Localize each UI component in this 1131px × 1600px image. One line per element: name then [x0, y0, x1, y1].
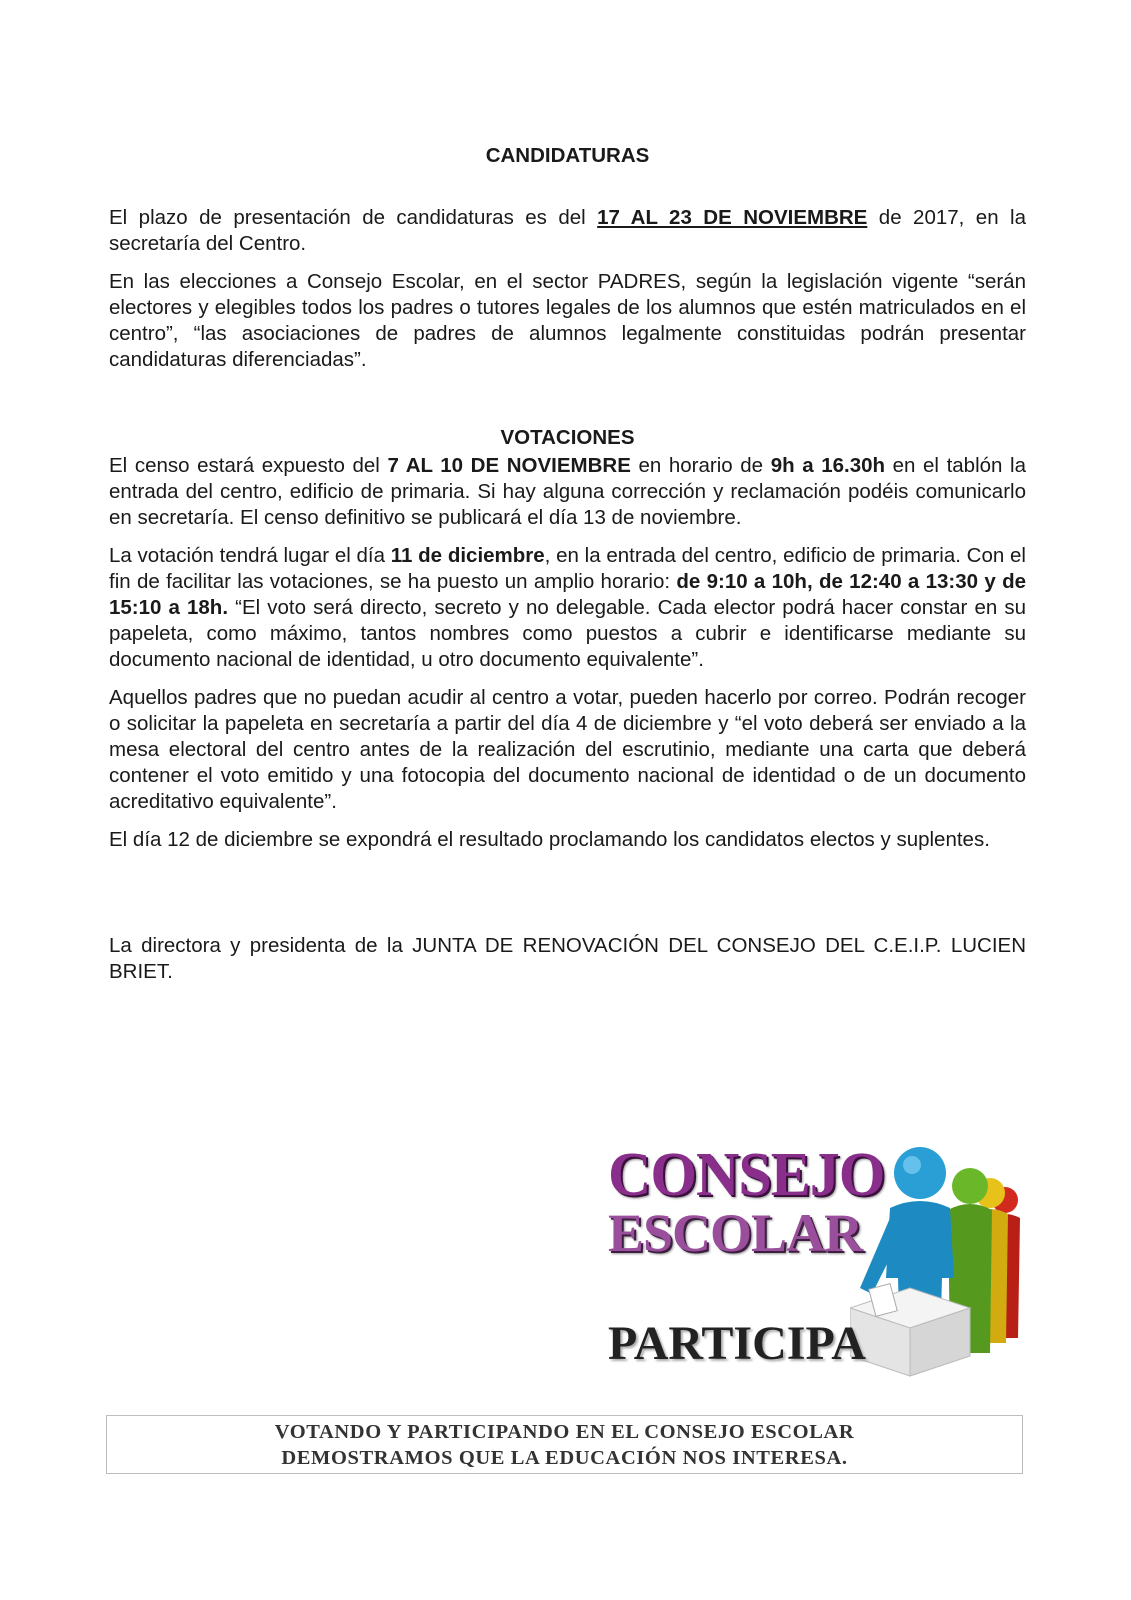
candidaturas-paragraph-1: [109, 205, 1026, 257]
candidaturas-dates: 17 AL 23 DE NOVIEMBRE: [597, 206, 868, 229]
text-span: El censo estará expuesto del: [109, 454, 388, 477]
censo-dates: 7 AL 10 DE NOVIEMBRE: [387, 454, 631, 477]
candidaturas-paragraph-2: En las elecciones a Consejo Escolar, en el sector PADRES, según la legislación vigente “serán electores y elegibles todos los padres o tutores legales de los alumnos que estén matriculados en el centro”, “las asociaciones de padres de alumnos legalmente constituidas podrán presentar candidaturas diferenciadas”.: [109, 270, 1026, 371]
text-span: El plazo de presentación de candidaturas es del: [109, 206, 598, 229]
candidaturas-heading: CANDIDATURAS: [485, 144, 650, 167]
logo-word-escolar: ESCOLAR: [608, 1203, 863, 1263]
footer-line-2: DEMOSTRAMOS QUE LA EDUCACIÓN NOS INTERESA.: [281, 1447, 848, 1469]
votaciones-paragraph-1: [109, 453, 1026, 531]
logo-word-consejo: CONSEJO: [608, 1139, 885, 1209]
votaciones-paragraph-3: Aquellos padres que no puedan acudir al centro a votar, pueden hacerlo por correo. Podrán recoger o solicitar la papeleta en secretaría a partir del día 4 de diciembre y “el voto deberá ser enviado a la mesa electoral del centro antes de la realización del escrutinio, mediante una carta que deberá contener el voto emitido y una fotocopia del documento nacional de identidad o de un documento acreditativo equivalente”.: [109, 686, 1026, 813]
text-span: en el tablón la entrada del centro, edificio de primaria. Si hay alguna corrección y reclamación podéis comunicarlo en secretaría. El censo definitivo se publicará el día 13 de noviembre.: [109, 454, 1026, 529]
text-span: La votación tendrá lugar el día: [109, 544, 391, 567]
votaciones-paragraph-4: El día 12 de diciembre se expondrá el resultado proclamando los candidatos electos y suplentes.: [109, 828, 990, 851]
signature: La directora y presidenta de la JUNTA DE RENOVACIÓN DEL CONSEJO DEL C.E.I.P. LUCIEN BRIET.: [109, 934, 1026, 983]
document-body: [109, 143, 1026, 985]
votaciones-heading: VOTACIONES: [500, 426, 635, 449]
text-span: en horario de: [630, 454, 771, 477]
footer-line-1: VOTANDO Y PARTICIPANDO EN EL CONSEJO ESCOLAR: [274, 1421, 855, 1443]
voting-figures-icon: [850, 1138, 1030, 1378]
consejo-escolar-logo: [600, 1138, 1030, 1380]
text-span: de 2017, en la secretaría del Centro.: [109, 206, 1026, 255]
text-span: “El voto será directo, secreto y no delegable. Cada elector podrá hacer constar en su papeleta, como máximo, tantos nombres como puestos a cubrir e identificarse mediante su documento nacional de identidad, u otro documento equivalente”.: [109, 596, 1026, 671]
votaciones-paragraph-2: [109, 543, 1026, 673]
voting-hours: de 9:10 a 10h, de 12:40 a 13:30 y de 15:10 a 18h.: [109, 570, 1026, 619]
footer-slogan-box: [106, 1415, 1023, 1474]
voting-date: 11 de diciembre: [390, 544, 545, 567]
text-span: , en la entrada del centro, edificio de primaria. Con el fin de facilitar las votaciones, se ha puesto un amplio horario:: [109, 544, 1026, 593]
censo-hours: 9h a 16.30h: [770, 454, 886, 477]
logo-word-participa: PARTICIPA: [608, 1317, 866, 1370]
